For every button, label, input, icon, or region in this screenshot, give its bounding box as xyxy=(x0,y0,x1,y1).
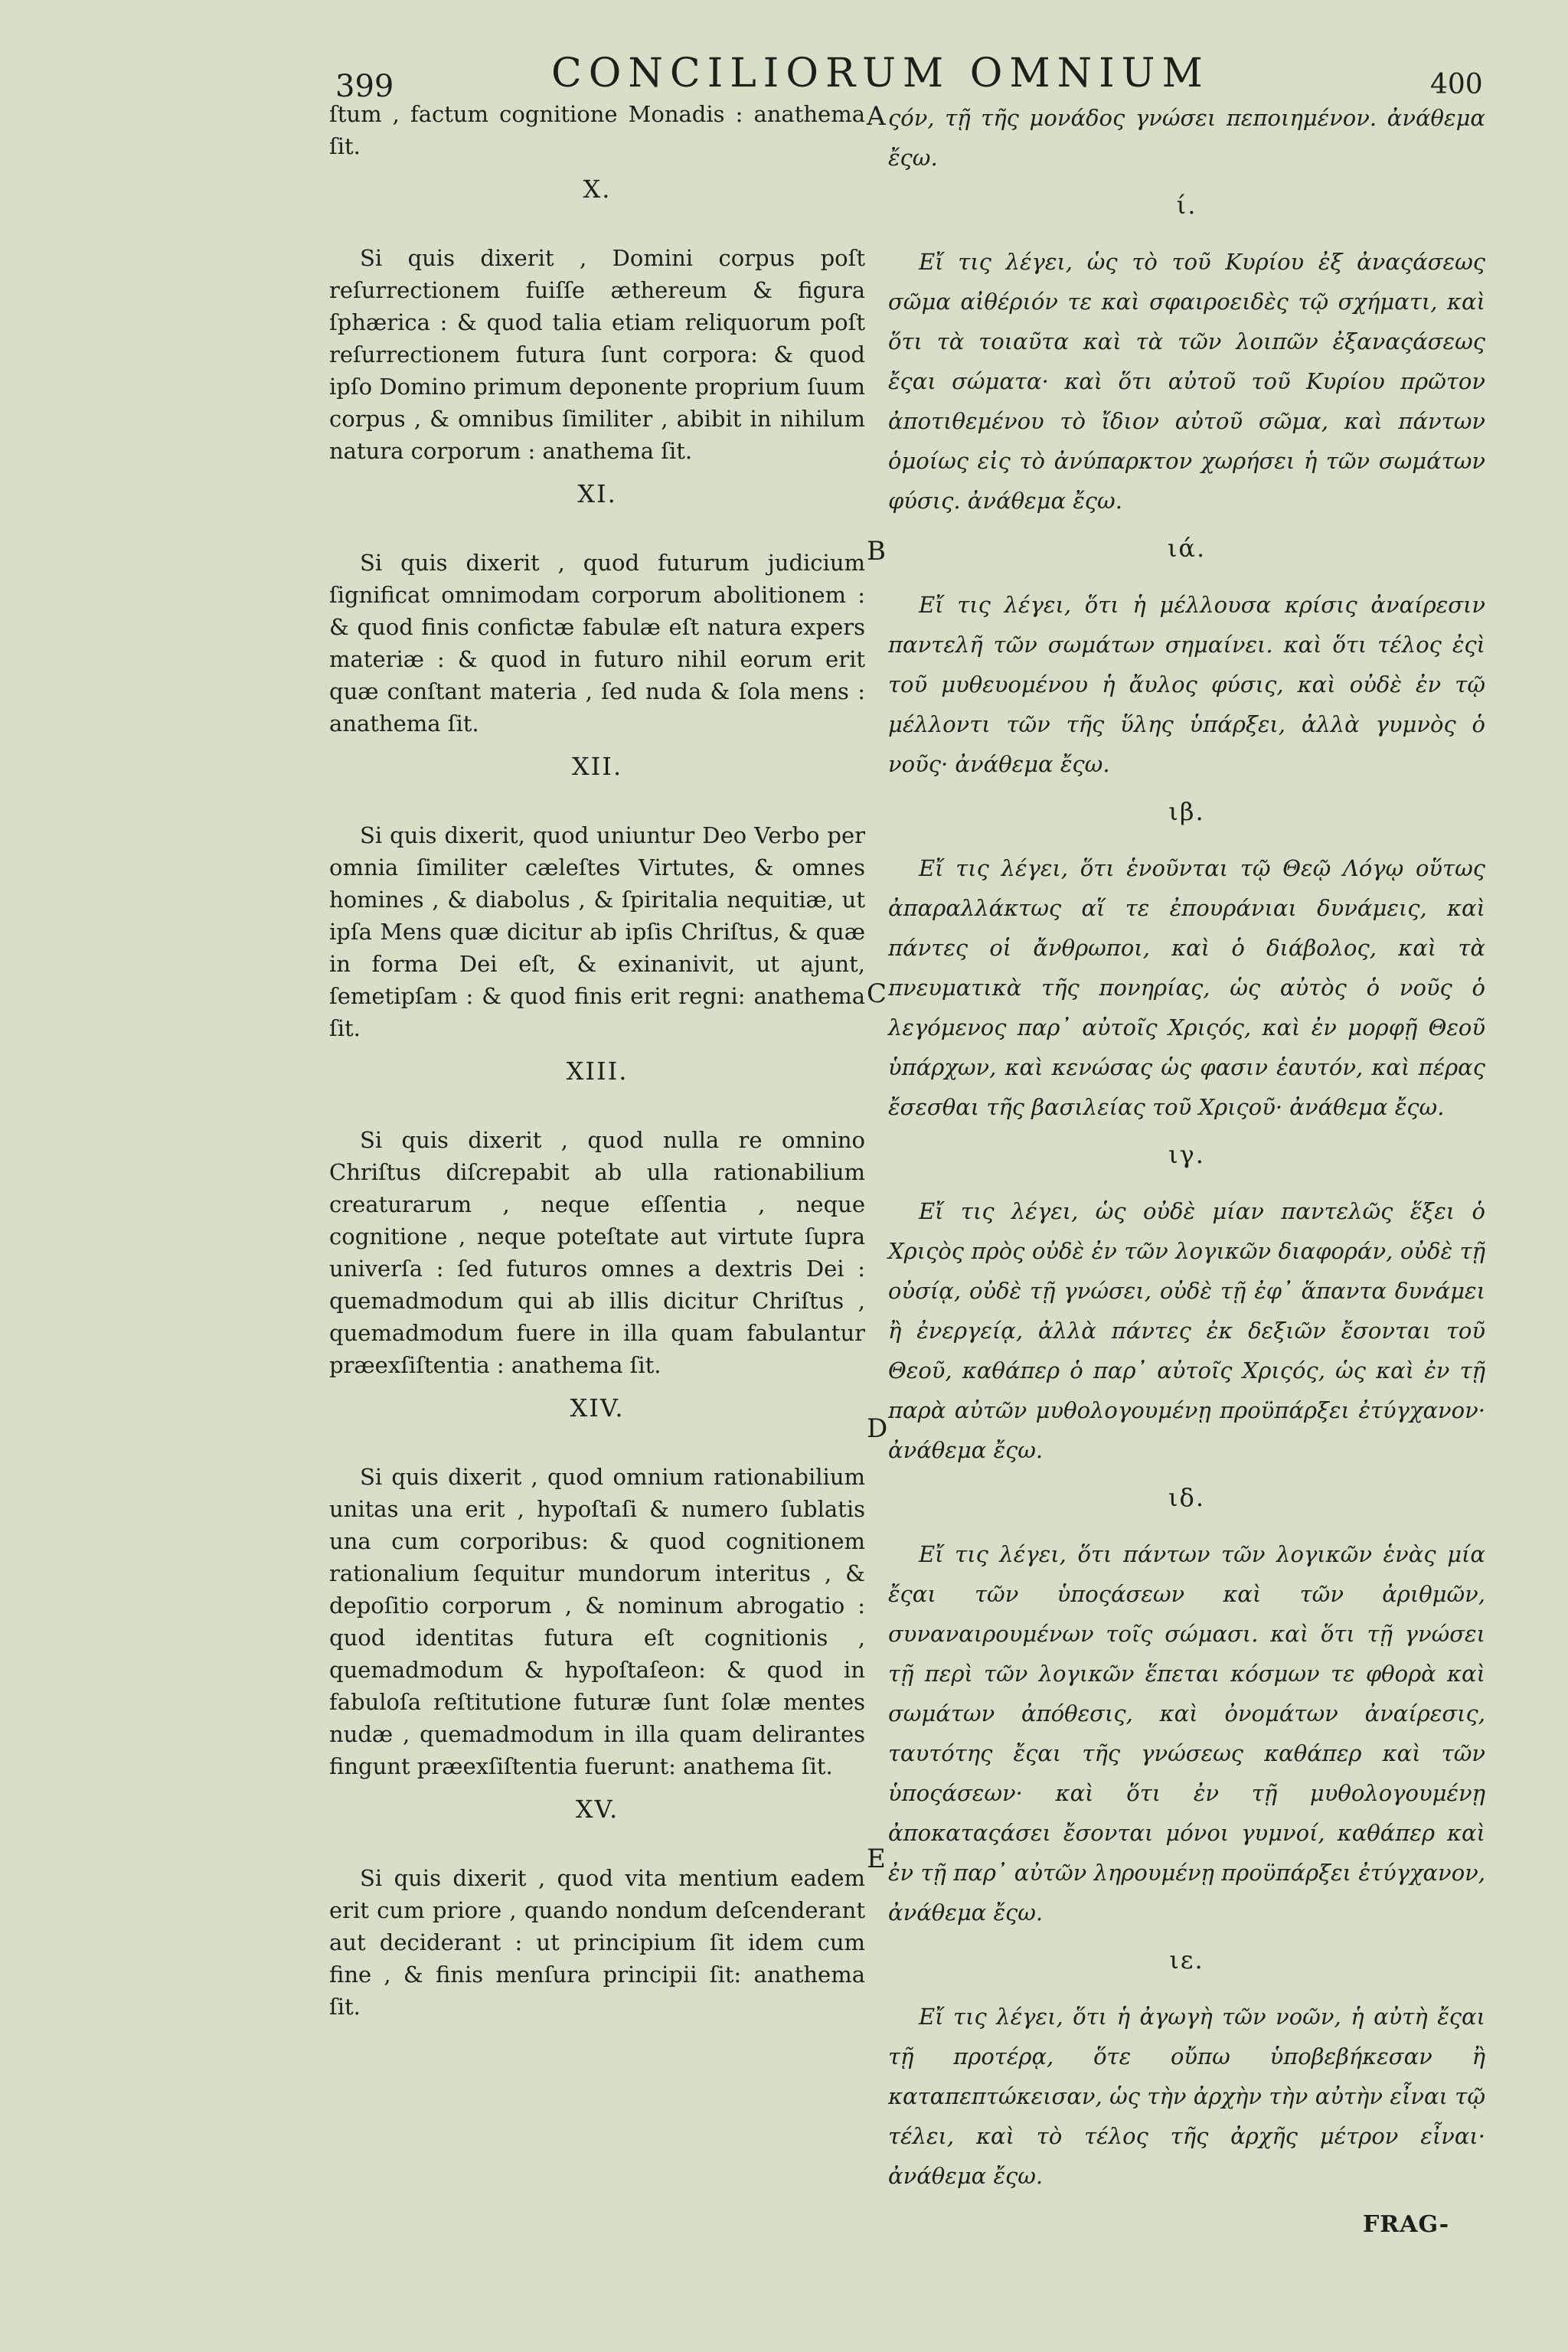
latin-canon-text: Si quis dixerit , Domini corpus poſt reſurrectionem fuiſſe æthereum & figura ſphærica : & quod talia etiam reliquorum poſt reſurrectionem futura ſunt corpora: & quod ipſo Domino primum deponente proprium ſuum corpus , & omnibus ſimiliter , abibit in nihilum natura corporum : anathema ſit. xyxy=(329,245,865,464)
latin-canon-text: Si quis dixerit , quod nulla re omnino Chriſtus diſcrepabit ab ulla rationabilium creaturarum , neque eſſentia , neque cognitione , neque poteſtate aut virtute ſupra univerſa : ſed futuros omnes a dextris Dei : quemadmodum qui ab illis dicitur Chriſtus , quemadmodum fuere in illa quam fabulantur præexſiſtentia : anathema ſit. xyxy=(329,1127,865,1378)
greek-canon-text: Εἴ τις λέγει, ὡς τὸ τοῦ Κυρίου ἐξ ἀναςάσεως σῶμα αἰθέριόν τε καὶ σφαιροειδὲς τῷ σχήματι, καὶ ὅτι τὰ τοιαῦτα καὶ τὰ τῶν λοιπῶν ἐξαναςάσεως ἔςαι σώματα· καὶ ὅτι αὐτοῦ τοῦ Κυρίου πρῶτον ἀποτιθεμένου τὸ ἴδιον αὐτοῦ σῶμα, καὶ πάντων ὁμοίως εἰς τὸ ἀνύπαρκτον χωρήσει ἡ τῶν σωμάτων φύσις. ἀνάθεμα ἔςω. xyxy=(888,249,1485,514)
margin-letter-e: E xyxy=(867,1844,886,1874)
margin-letter-a: A xyxy=(867,101,886,132)
latin-intro: ſtum , factum cognitione Monadis : anathema ſit. xyxy=(329,101,865,159)
greek-canon-text: Εἴ τις λέγει, ὅτι ἡ μέλλουσα κρίσις ἀναίρεσιν παντελῆ τῶν σωμάτων σημαίνει. καὶ ὅτι τέλος ἐςὶ τοῦ μυθευομένου ἡ ἄυλος φύσις, καὶ οὐδὲ ἐν τῷ μέλλοντι τῶν τῆς ὕλης ὑπάρξει, ἀλλὰ γυμνὸς ὁ νοῦς· ἀνάθεμα ἔςω. xyxy=(888,592,1485,777)
running-title: CONCILIORUM OMNIUM xyxy=(551,51,1210,96)
section-heading: ιά. xyxy=(1167,534,1207,563)
catchword: FRAG- xyxy=(1363,2211,1450,2238)
section-heading: ιγ. xyxy=(1168,1140,1205,1169)
section-heading: XV. xyxy=(575,1795,619,1824)
margin-letter-b: B xyxy=(867,536,886,567)
section-heading: XII. xyxy=(571,752,623,781)
margin-letter-c: C xyxy=(867,978,887,1009)
greek-intro: ςόν, τῇ τῆς μονάδος γνώσει πεποιημένον. ἀνάθεμα ἔςω. xyxy=(888,105,1485,171)
section-heading: ί. xyxy=(1176,191,1197,220)
section-heading: ιβ. xyxy=(1168,797,1205,826)
section-heading: XIV. xyxy=(570,1393,625,1423)
section-heading: X. xyxy=(583,175,612,204)
section-heading: XI. xyxy=(577,479,617,508)
section-heading: ιε. xyxy=(1169,1945,1204,1975)
latin-canon-text: Si quis dixerit , quod vita mentium eadem erit cum priore , quando nondum deſcenderant aut deciderant : ut principium ſit idem cum fine , & finis menſura principii ſit: anathema ſit. xyxy=(329,1865,865,2020)
greek-canon-text: Εἴ τις λέγει, ὅτι πάντων τῶν λογικῶν ἑνὰς μία ἔςαι τῶν ὑποςάσεων καὶ τῶν ἀριθμῶν, συναναιρουμένων τοῖς σώμασι. καὶ ὅτι τῇ γνώσει τῇ περὶ τῶν λογικῶν ἕπεται κόσμων τε φθορὰ καὶ σωμάτων ἀπόθεσις, καὶ ὀνομάτων ἀναίρεσις, ταυτότης ἔςαι τῆς γνώσεως καθάπερ καὶ τῶν ὑποςάσεων· καὶ ὅτι ἐν τῇ μυθολογουμένῃ ἀποκαταςάσει ἔσονται μόνοι γυμνοί, καθάπερ καὶ ἐν τῇ παρ᾽ αὐτῶν ληρουμένῃ προϋπάρξει ἐτύγχανον, ἀνάθεμα ἔςω. xyxy=(888,1541,1485,1926)
section-heading: ιδ. xyxy=(1168,1483,1205,1512)
greek-canon-text: Εἴ τις λέγει, ὡς οὐδὲ μίαν παντελῶς ἕξει ὁ Χριςὸς πρὸς οὐδὲ ἐν τῶν λογικῶν διαφοράν, οὐδὲ τῇ οὐσίᾳ, οὐδὲ τῇ γνώσει, οὐδὲ τῇ ἐφ᾽ ἅπαντα δυνάμει ἢ ἐνεργείᾳ, ἀλλὰ πάντες ἐκ δεξιῶν ἔσονται τοῦ Θεοῦ, καθάπερ ὁ παρ᾽ αὐτοῖς Χριςός, ὡς καὶ ἐν τῇ παρὰ αὐτῶν μυθολογουμένῃ προϋπάρξει ἐτύγχανον· ἀνάθεμα ἔςω. xyxy=(888,1198,1485,1463)
greek-canon-text: Εἴ τις λέγει, ὅτι ἑνοῦνται τῷ Θεῷ Λόγῳ οὕτως ἀπαραλλάκτως αἵ τε ἐπουράνιαι δυνάμεις, καὶ πάντες οἱ ἄνθρωποι, καὶ ὁ διάβολος, καὶ τὰ πνευματικὰ τῆς πονηρίας, ὡς αὐτὸς ὁ νοῦς ὁ λεγόμενος παρ᾽ αὐτοῖς Χριςός, καὶ ἐν μορφῇ Θεοῦ ὑπάρχων, καὶ κενώσας ὡς φασιν ἑαυτόν, καὶ πέρας ἔσεσθαι τῆς βασιλείας τοῦ Χριςοῦ· ἀνάθεμα ἔςω. xyxy=(888,855,1485,1120)
latin-canon-text: Si quis dixerit , quod omnium rationabilium unitas una erit , hypoſtaſi & numero ſublatis una cum corporibus: & quod cognitionem rationalium ſequitur mundorum interitus , & depoſitio corporum , & nominum abrogatio : quod identitas futura eſt cognitionis , quemadmodum & hypoſtaſeon: & quod in fabuloſa reſtitutione futuræ ſunt ſolæ mentes nudæ , quemadmodum in illa quam delirantes fingunt præexſiſtentia fuerunt: anathema ſit. xyxy=(329,1464,865,1779)
margin-letter-d: D xyxy=(867,1413,888,1444)
latin-column xyxy=(329,98,865,2023)
page-number-left: 399 xyxy=(335,69,394,104)
section-heading: XIII. xyxy=(566,1057,629,1086)
page-number-right: 400 xyxy=(1430,69,1483,100)
latin-canon-text: Si quis dixerit, quod uniuntur Deo Verbo per omnia ſimiliter cæleſtes Virtutes, & omnes homines , & diabolus , & ſpiritalia nequitiæ, ut ipſa Mens quæ dicitur ab ipſis Chriſtus, & quæ in forma Dei eſt, & exinanivit, ut ajunt, ſemetipſam : & quod finis erit regni: anathema ſit. xyxy=(329,822,865,1041)
greek-canon-text: Εἴ τις λέγει, ὅτι ἡ ἀγωγὴ τῶν νοῶν, ἡ αὐτὴ ἔςαι τῇ προτέρᾳ, ὅτε οὔπω ὑποβεβήκεσαν ἢ καταπεπτώκεισαν, ὡς τὴν ἀρχὴν τὴν αὐτὴν εἶναι τῷ τέλει, καὶ τὸ τέλος τῆς ἀρχῆς μέτρον εἶναι· ἀνάθεμα ἔςω. xyxy=(888,2004,1485,2189)
greek-column xyxy=(888,98,1485,2196)
latin-canon-text: Si quis dixerit , quod futurum judicium ſignificat omnimodam corporum abolitionem : & quod finis confictæ fabulæ eſt natura expers materiæ : & quod in futuro nihil eorum erit quæ conſtant materia , ſed nuda & ſola mens : anathema ſit. xyxy=(329,550,865,737)
